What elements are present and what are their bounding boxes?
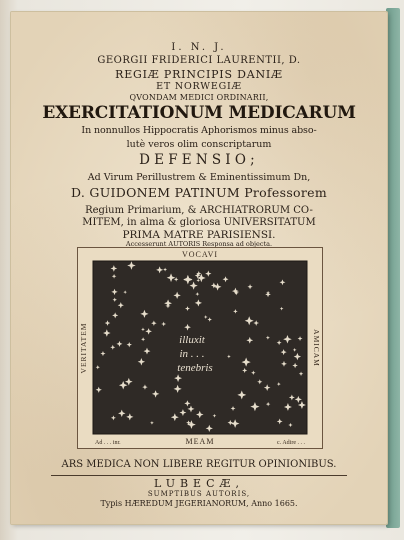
emblem-inner-line3: tenebris [177,362,213,374]
dedication-line4: MITEM, in alma & gloriosa UNIVERSITATUM [82,217,316,228]
emblem-right-word: AMICAM [312,329,321,367]
author-responses-note: Accesserunt AUTORIS Responsa ad objecta. [125,240,273,248]
binding-board [386,8,400,528]
imprint-city: LUBECÆ, [153,477,244,490]
subtitle-line2: lutè veros olim conscriptarum [126,139,272,150]
author-title-line3: QVONDAM MEDICI ORDINARII, [129,93,269,102]
emblem-bottom-word: MEAM [185,437,215,446]
author-title-line1: REGIÆ PRINCIPIS DANIÆ [115,68,283,81]
emblem-left-word: VERITATEM [79,322,88,374]
title-page [11,12,387,524]
invocation: I. N. J. [171,42,227,53]
dedicatee-name: D. GUIDONEM PATINUM Professorem [70,185,328,200]
subtitle-line1: In nonnullos Hippocratis Aphorismos minus abso- [81,125,317,136]
emblem-corner-right: c. Adire . . . [277,440,305,446]
emblem-corner-left: Ad . . . inr. [95,440,121,446]
dedication-line1: Ad Virum Perillustrem & Eminentissimum Dn, [87,172,311,183]
defensio-heading: DEFENSIO; [139,152,259,168]
emblem-inner-line2: in . . . [179,348,205,360]
dedication-line3: Regium Primarium, & ARCHIATRORUM CO- [85,205,313,216]
main-title: EXERCITATIONUM MEDICARUM [42,103,356,123]
imprint-sumptibus: SUMPTIBUS AUTORIS, [147,490,251,498]
emblem-top-word: VOCAVI [181,250,219,259]
author-name: GEORGII FRIDERICI LAURENTII, D. [97,55,301,66]
dedication-line5: PRIMA MATRE PARISIENSI. [122,229,276,241]
emblem-inner-line1: illuxit [179,334,205,346]
divider-rule [51,475,347,476]
printers-emblem [77,247,323,449]
motto: ARS MEDICA NON LIBERE REGITUR OPINIONIBUS. [61,459,337,470]
author-title-line2: ET NORWEGIÆ [156,81,242,92]
imprint-printer: Typis HÆREDUM JEGERIANORUM, Anno 1665. [100,499,298,508]
